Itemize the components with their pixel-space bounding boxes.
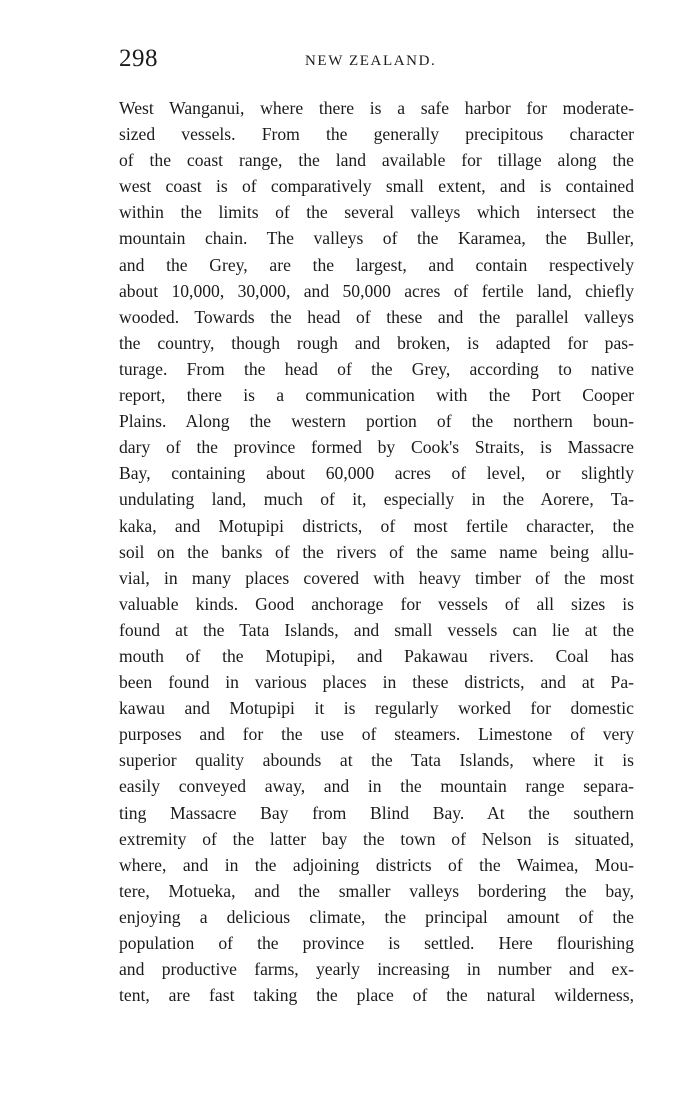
text-line: mountain chain. The valleys of the Karamea, the Buller,	[119, 228, 634, 249]
text-line: found at the Tata Islands, and small vessels can lie at the	[119, 619, 634, 640]
text-line: and the Grey, are the largest, and contain respectively	[119, 254, 634, 275]
text-line: where, and in the adjoining districts of the Waimea, Mou-	[119, 854, 634, 875]
running-title: NEW ZEALAND.	[305, 53, 437, 69]
body-text	[119, 95, 634, 1008]
text-line: wooded. Towards the head of these and the parallel valleys	[119, 306, 634, 327]
text-line: easily conveyed away, and in the mountain range separa-	[119, 776, 634, 797]
text-line: the country, though rough and broken, is adapted for pas-	[119, 332, 634, 353]
text-line: sized vessels. From the generally precipitous character	[119, 124, 634, 145]
text-line: purposes and for the use of steamers. Limestone of very	[119, 724, 634, 745]
text-line: been found in various places in these districts, and at Pa-	[119, 672, 634, 693]
text-line: West Wanganui, where there is a safe harbor for moderate-	[119, 98, 634, 118]
page-number: 298	[119, 45, 158, 72]
text-line: kawau and Motupipi it is regularly worked for domestic	[119, 698, 634, 719]
text-line: Bay, containing about 60,000 acres of level, or slightly	[119, 463, 634, 484]
text-line: about 10,000, 30,000, and 50,000 acres of fertile land, chiefly	[119, 280, 634, 301]
text-line: extremity of the latter bay the town of Nelson is situated,	[119, 828, 634, 849]
text-line: population of the province is settled. Here flourishing	[119, 933, 634, 953]
text-line: of the coast range, the land available for tillage along the	[119, 150, 634, 171]
text-line: and productive farms, yearly increasing in number and ex-	[119, 959, 634, 980]
running-head	[119, 42, 634, 76]
text-line: dary of the province formed by Cook's Straits, is Massacre	[119, 437, 634, 458]
text-line: tent, are fast taking the place of the natural wilderness,	[119, 985, 634, 1006]
text-line: turage. From the head of the Grey, according to native	[119, 358, 634, 379]
text-line: soil on the banks of the rivers of the same name being allu-	[119, 541, 634, 562]
text-line: west coast is of comparatively small extent, and is contained	[119, 176, 634, 197]
text-line: undulating land, much of it, especially in the Aorere, Ta-	[119, 489, 634, 510]
text-line: within the limits of the several valleys which intersect the	[119, 202, 634, 223]
text-line: report, there is a communication with the Port Cooper	[119, 385, 634, 406]
text-line: kaka, and Motupipi districts, of most fertile character, the	[119, 515, 634, 536]
text-line: mouth of the Motupipi, and Pakawau rivers. Coal has	[119, 645, 634, 666]
text-line: vial, in many places covered with heavy timber of the most	[119, 567, 634, 588]
text-line: Plains. Along the western portion of the northern boun-	[119, 411, 634, 432]
text-line: valuable kinds. Good anchorage for vessels of all sizes is	[119, 593, 634, 614]
text-line: ting Massacre Bay from Blind Bay. At the southern	[119, 802, 634, 823]
text-line: tere, Motueka, and the smaller valleys bordering the bay,	[119, 880, 634, 901]
text-line: enjoying a delicious climate, the principal amount of the	[119, 906, 634, 927]
text-line: superior quality abounds at the Tata Islands, where it is	[119, 750, 634, 771]
